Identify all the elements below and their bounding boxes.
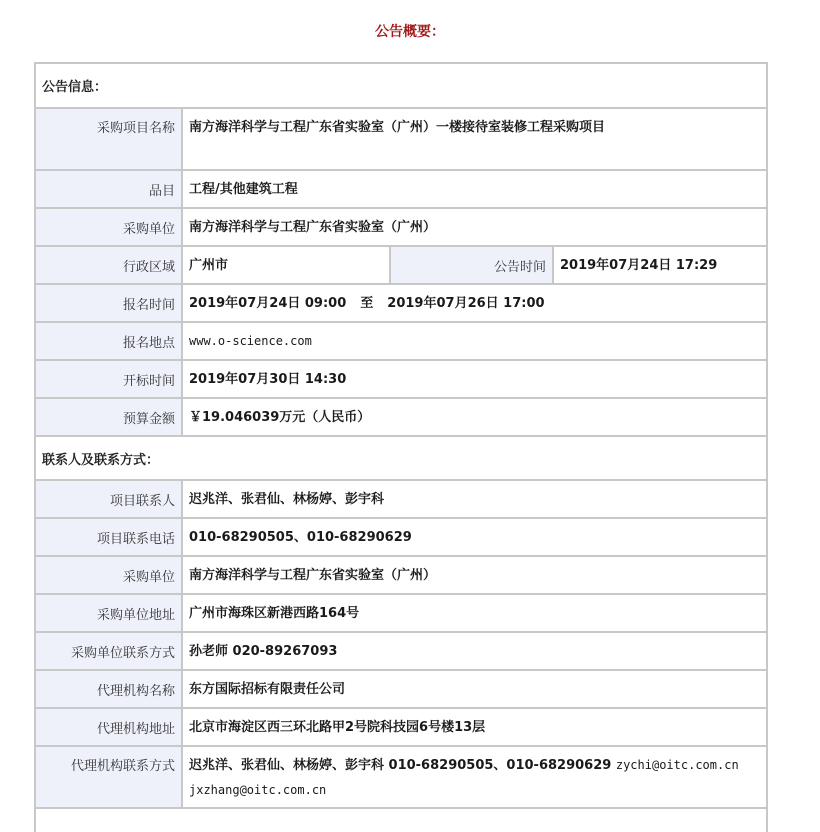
announcement-table [34, 62, 768, 832]
project-contacts-label: 项目联系人 [36, 480, 182, 518]
agency-contact-row [36, 746, 766, 808]
agency-contact-names: 迟兆洋、张君仙、林杨婷、彭宇科 010-68290505、010-68290629 [189, 758, 612, 773]
agency-addr-row [36, 708, 766, 746]
project-name-value [182, 108, 766, 170]
contact-purchaser-label: 采购单位 [36, 556, 182, 594]
agency-name-row [36, 670, 766, 708]
signup-place-value [182, 322, 766, 360]
agency-email-1[interactable]: zychi@oitc.com.cn [615, 758, 739, 772]
signup-to: 至 [360, 295, 374, 311]
signup-place-label: 报名地点 [36, 322, 182, 360]
project-name-row [36, 108, 766, 170]
agency-addr-label: 代理机构地址 [36, 708, 182, 746]
signup-start: 2019年07月24日 09:00 [189, 295, 347, 311]
signup-place-link[interactable]: www.o-science.com [189, 333, 312, 348]
signup-time-label: 报名时间 [36, 284, 182, 322]
contact-info-heading: 联系人及联系方式： [36, 436, 766, 480]
purchaser-contact-row [36, 632, 766, 670]
purchaser-addr-label: 采购单位地址 [36, 594, 182, 632]
signup-place-row [36, 322, 766, 360]
notice-info-heading: 公告信息： [36, 64, 766, 108]
agency-name-label: 代理机构名称 [36, 670, 182, 708]
signup-time-value [182, 284, 766, 322]
region-row [36, 246, 766, 284]
agency-contact-label: 代理机构联系方式 [36, 746, 182, 808]
project-phone-value: 010-68290505、010-68290629 [182, 518, 766, 556]
project-name-text: 南方海洋科学与工程广东省实验室（广州）一楼接待室装修工程采购项目 [189, 120, 606, 135]
category-label: 品目 [36, 170, 182, 208]
budget-value: ￥19.046039万元（人民币） [182, 398, 766, 436]
contact-purchaser-value: 南方海洋科学与工程广东省实验室（广州） [182, 556, 766, 594]
agency-addr-value: 北京市海淀区西三环北路甲2号院科技园6号楼13层 [182, 708, 766, 746]
page-title: 公告概要： [375, 24, 445, 40]
purchaser-addr-value: 广州市海珠区新港西路164号 [182, 594, 766, 632]
purchaser-label: 采购单位 [36, 208, 182, 246]
contact-info-header-row [36, 436, 766, 480]
category-row [36, 170, 766, 208]
agency-name-value: 东方国际招标有限责任公司 [182, 670, 766, 708]
bid-open-row [36, 360, 766, 398]
notice-info-header-row [36, 64, 766, 108]
category-value: 工程/其他建筑工程 [182, 170, 766, 208]
region-label: 行政区域 [36, 246, 182, 284]
contact-purchaser-row [36, 556, 766, 594]
region-value: 广州市 [182, 246, 390, 284]
notice-time-label: 公告时间 [390, 246, 553, 284]
bid-open-label: 开标时间 [36, 360, 182, 398]
project-name-label: 采购项目名称 [36, 108, 182, 170]
purchaser-value: 南方海洋科学与工程广东省实验室（广州） [182, 208, 766, 246]
purchaser-row [36, 208, 766, 246]
signup-time-row [36, 284, 766, 322]
project-contacts-value: 迟兆洋、张君仙、林杨婷、彭宇科 [182, 480, 766, 518]
project-phone-row [36, 518, 766, 556]
project-contacts-row [36, 480, 766, 518]
purchaser-contact-label: 采购单位联系方式 [36, 632, 182, 670]
bid-open-value: 2019年07月30日 14:30 [182, 360, 766, 398]
purchaser-addr-row [36, 594, 766, 632]
agency-email-2[interactable]: jxzhang@oitc.com.cn [189, 783, 327, 797]
agency-contact-value [182, 746, 766, 808]
project-phone-label: 项目联系电话 [36, 518, 182, 556]
purchaser-contact-value: 孙老师 020-89267093 [182, 632, 766, 670]
budget-label: 预算金额 [36, 398, 182, 436]
notice-time-value: 2019年07月24日 17:29 [553, 246, 766, 284]
signup-end: 2019年07月26日 17:00 [387, 295, 545, 311]
budget-row [36, 398, 766, 436]
